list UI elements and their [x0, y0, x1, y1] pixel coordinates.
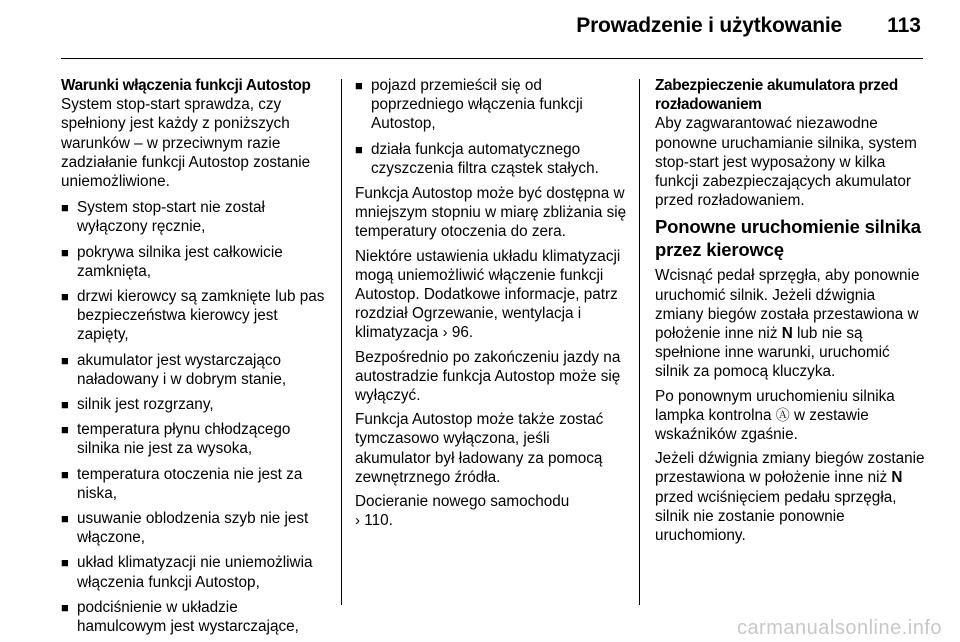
condition-list [61, 198, 329, 636]
list-item-text: temperatura płynu chłodzącego silnika nie jest za wysoka, [77, 421, 291, 458]
list-item [355, 140, 627, 178]
paragraph [355, 247, 627, 343]
paragraph [655, 449, 927, 545]
list-item [61, 598, 329, 636]
paragraph-text: lub nie są spełnione inne warunki, uruchomić silnik za pomocą kluczyka. [655, 325, 890, 381]
paragraph: Funkcja Autostop może także zostać tymczasowo wyłączona, jeśli akumulator był ładowany za pomocą zewnętrznego źródła. [355, 411, 604, 486]
paragraph-text: w zestawie wskaźników zgaśnie. [655, 406, 869, 444]
bullet-icon: ■ [61, 511, 69, 527]
page-reference: 96. [451, 324, 474, 342]
list-item-text: akumulator jest wystarczająco naładowany i w dobrym stanie, [77, 351, 287, 388]
list-item [61, 465, 329, 503]
header-divider [61, 58, 923, 59]
bullet-icon: ■ [61, 352, 69, 368]
bullet-icon: ■ [61, 599, 69, 615]
section-subheading: Warunki włączenia funkcji Autostop [61, 77, 311, 94]
paragraph [655, 387, 927, 445]
gear-position-label: N [891, 469, 903, 487]
bullet-icon: ■ [61, 244, 69, 260]
paragraph-text: przed wciśnięciem pedału sprzęgła, silnik nie zostanie ponownie uruchomiony. [655, 488, 897, 545]
list-item [61, 553, 329, 591]
paragraph: Bezpośrednio po zakończeniu jazdy na autostradzie funkcja Autostop może się wyłączyć. [355, 348, 621, 405]
list-item-text: drzwi kierowcy są zamknięte lub pas bezpieczeństwa kierowcy jest zapięty, [77, 288, 325, 344]
condition-list-continued [355, 76, 627, 178]
bullet-icon: ■ [61, 397, 69, 413]
list-item [61, 243, 329, 281]
list-item-text: silnik jest rozgrzany, [77, 396, 214, 414]
page-reference: 110. [364, 512, 393, 530]
list-item [61, 509, 329, 547]
list-item-text: pojazd przemieścił się od poprzedniego włączenia funkcji Autostop, [371, 77, 583, 133]
list-item-text: System stop-start nie został wyłączony ręcznie, [77, 199, 265, 236]
paragraph: Funkcja Autostop może być dostępna w mniejszym stopniu w miarę zbliżania się temperatury otoczenia do zera. [355, 185, 627, 241]
paragraph: System stop-start sprawdza, czy spełniony jest każdy z poniższych warunków – w przeciwnym razie zadziałanie funkcji Autostop zostanie uniemożliwione. [61, 96, 311, 191]
page-number: 113 [887, 14, 921, 37]
bullet-icon: ■ [61, 289, 69, 305]
paragraph-text: Jeżeli dźwignia zmiany biegów zostanie przestawiona w położenie inne niż [655, 450, 925, 487]
gear-position-label: N [781, 325, 793, 343]
list-item-text: temperatura otoczenia nie jest za niska, [77, 465, 303, 502]
bullet-icon: ■ [61, 466, 69, 482]
bullet-icon: ■ [61, 422, 69, 438]
list-item [355, 76, 627, 134]
column-3 [655, 76, 927, 550]
paragraph: Aby zagwarantować niezawodne ponowne uruchamianie silnika, system stop-start jest wyposażony w kilka funkcji zabezpieczających akumulator przed rozładowaniem. [655, 115, 917, 210]
bullet-icon: ■ [61, 555, 69, 571]
paragraph-text: Niektóre ustawienia układu klimatyzacji mogą uniemożliwić włączenie funkcji Autostop. Dodatkowe informacje, patrz rozdział Ogrzewanie, wentylacja i klimatyzacja [355, 247, 621, 342]
paragraph-text: Po ponownym uruchomieniu silnika lampka kontrolna [655, 387, 895, 424]
paragraph-text: Docieranie nowego samochodu [355, 493, 570, 511]
arrow-ref-icon: › [442, 324, 448, 342]
section-heading: Ponowne uruchomienie silnika przez kierowcę [655, 216, 921, 261]
column-1 [61, 76, 329, 642]
bullet-icon: ■ [61, 200, 69, 216]
list-item [61, 420, 329, 458]
page-title: Prowadzenie i użytkowanie [576, 14, 842, 37]
column-divider [341, 79, 342, 605]
column-2 [355, 76, 627, 535]
list-item-text: pokrywa silnika jest całkowicie zamknięta, [77, 243, 283, 280]
column-divider [639, 79, 640, 605]
list-item [61, 351, 329, 389]
list-item [61, 198, 329, 236]
list-item-text: działa funkcja automatycznego czyszczenia filtra cząstek stałych. [371, 140, 599, 177]
list-item-text: układ klimatyzacji nie uniemożliwia włączenia funkcji Autostop, [77, 554, 313, 591]
paragraph-text: Wcisnąć pedał sprzęgła, aby ponownie uruchomić silnik. Jeżeli dźwignia zmiany biegów została przestawiona w położenie inne niż [655, 267, 920, 343]
list-item-text: podciśnienie w układzie hamulcowym jest wystarczające, [77, 598, 299, 636]
watermark: carmanualsonline.info [736, 617, 942, 639]
bullet-icon: ■ [355, 141, 363, 157]
paragraph [355, 492, 627, 530]
list-item [61, 287, 329, 345]
autostop-lamp-icon: Ⓐ [775, 406, 790, 423]
bullet-icon: ■ [355, 78, 363, 93]
arrow-ref-icon: › [355, 512, 360, 530]
list-item [61, 395, 329, 414]
list-item-text: usuwanie oblodzenia szyb nie jest włączone, [77, 510, 309, 547]
section-subheading: Zabezpieczenie akumulatora przed rozładowaniem [655, 77, 898, 114]
paragraph [655, 266, 927, 381]
